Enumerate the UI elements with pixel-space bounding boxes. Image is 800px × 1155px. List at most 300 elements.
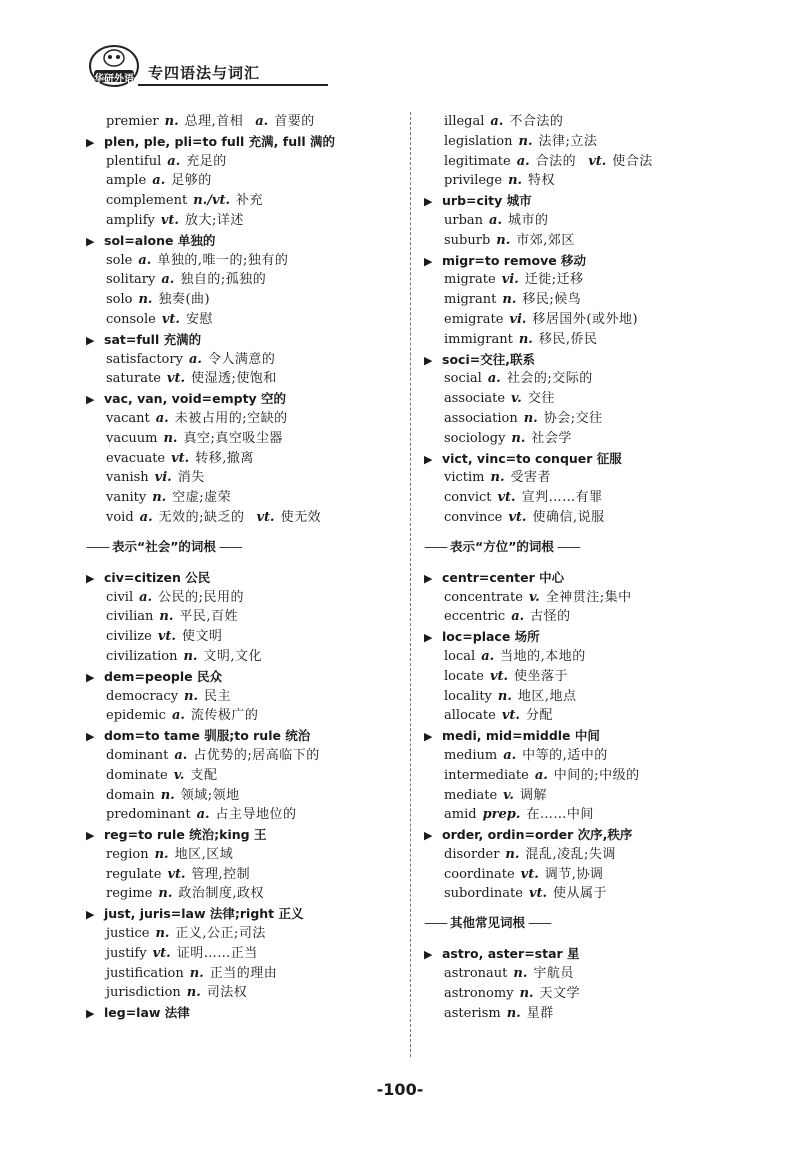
vocab-word: premier [106,114,159,129]
part-of-speech: n. [155,926,170,942]
definition: 受害者 [510,470,551,486]
section-rule-left: —— [424,915,450,931]
vocab-entry [424,667,724,687]
definition-2: 使无效 [280,509,322,525]
part-of-speech: a. [161,272,175,288]
word-root-heading [424,568,724,588]
vocab-entry [86,468,386,488]
triangle-bullet-icon: ▶ [86,829,95,843]
part-of-speech: vt. [497,490,516,506]
vocab-word: region [106,846,149,862]
word-root-heading [86,667,386,687]
triangle-bullet-icon: ▶ [86,908,95,922]
vocab-entry [86,310,386,330]
triangle-bullet-icon: ▶ [86,333,95,347]
vocab-word: vacuum [106,430,158,446]
vocab-entry [424,270,724,290]
word-root-heading [86,1003,386,1023]
definition: 使从属于 [553,886,608,902]
triangle-bullet-icon: ▶ [424,631,433,645]
vocab-word: complement [106,193,188,209]
vocab-word: saturate [106,371,161,387]
vocab-word: sole [106,252,133,268]
vocab-entry [86,845,386,865]
vocab-entry [86,924,386,944]
part-of-speech: vt. [160,212,179,228]
part-of-speech: n. [513,966,528,982]
definition: 管理,控制 [191,866,251,882]
part-of-speech: vt. [171,450,190,466]
definition: 真空;真空吸尘器 [183,430,283,446]
vocab-entry [424,369,724,389]
definition: 正当的理由 [209,965,278,981]
vocab-entry [424,310,724,330]
vocab-entry [86,786,386,806]
definition: 公民的;民用的 [158,589,244,605]
definition-2: 使合法 [612,153,653,169]
root-text: astro, aster=star 星 [442,946,580,962]
vocab-entry [86,766,386,786]
section-title: 表示“方位”的词根 [449,538,554,554]
vocab-entry [424,964,724,984]
part-of-speech: a. [171,708,185,724]
definition: 无效的;缺乏的 [158,509,245,525]
page-header [88,40,288,92]
triangle-bullet-icon: ▶ [424,195,433,209]
vocab-word: justify [106,945,147,961]
vocab-word: vanish [106,470,149,486]
vocab-word: illegal [444,114,485,129]
definition: 天文学 [539,985,581,1001]
vocab-word: coordinate [444,866,515,882]
part-of-speech: a. [516,153,530,169]
word-root-heading [86,825,386,845]
definition: 星群 [526,1005,554,1021]
vocab-word: convict [444,490,492,506]
part-of-speech: n. [505,846,520,862]
vocab-entry [86,607,386,627]
vocab-entry [86,706,386,726]
definition: 支配 [190,767,218,783]
right-column [424,112,724,1023]
part-of-speech: vt. [501,708,520,724]
part-of-speech: n. [508,173,523,189]
word-root-heading [424,449,724,469]
section-rule-right: —— [215,538,242,554]
triangle-bullet-icon: ▶ [424,353,433,367]
part-of-speech: n. [184,688,199,704]
vocab-word: civilization [106,648,178,664]
word-root-heading [86,330,386,350]
vocab-word: local [444,648,476,664]
definition: 在……中间 [526,807,594,823]
vocab-word: justification [106,965,184,981]
definition: 转移,撤离 [195,450,254,466]
vocab-entry [424,171,724,191]
vocab-word: legislation [444,133,513,149]
vocab-word: sociology [444,430,506,446]
part-of-speech: a. [196,807,210,823]
vocab-word: legitimate [444,153,511,169]
word-root-heading [424,627,724,647]
part-of-speech: vi. [154,470,172,486]
header-rule [138,84,328,86]
vocab-word: astronomy [444,985,514,1001]
word-root-heading [86,132,386,152]
vocab-entry [424,152,724,172]
vocab-entry [86,112,386,132]
part-of-speech: n. [523,410,538,426]
section-title: 表示“社会”的词根 [111,538,216,554]
triangle-bullet-icon: ▶ [86,393,95,407]
part-of-speech: v. [511,391,522,407]
vocab-word: void [106,509,134,525]
vocab-entry [86,865,386,885]
triangle-bullet-icon: ▶ [424,571,433,585]
vocab-word: locate [444,668,484,684]
vocab-entry [424,766,724,786]
part-of-speech: n. [152,490,167,506]
part-of-speech: n. [160,787,175,803]
definition: 充足的 [186,153,227,169]
vocab-word: concentrate [444,589,523,605]
definition: 独自的;孤独的 [180,272,267,288]
part-of-speech-2: vt. [256,509,275,525]
definition: 正义,公正;司法 [175,926,266,942]
part-of-speech: v. [528,589,540,605]
section-rule-left: —— [86,538,112,554]
word-root-heading [86,568,386,588]
word-root-heading [424,944,724,964]
vocab-word: dominant [106,747,169,763]
vocab-word: jurisdiction [106,985,181,1001]
vocab-word: allocate [444,708,496,724]
section-title: 其他常见词根 [449,915,525,931]
root-text: vict, vinc=to conquer 征服 [442,450,622,466]
definition: 城市的 [508,212,549,228]
definition: 宇航员 [533,966,574,982]
definition: 使确信,说服 [532,509,605,525]
definition: 特权 [528,173,556,189]
definition: 放大;详述 [184,212,244,228]
part-of-speech: vt. [508,509,527,525]
vocab-entry [86,647,386,667]
part-of-speech: vt. [166,371,185,387]
triangle-bullet-icon: ▶ [424,948,433,962]
part-of-speech: vt. [167,866,186,882]
definition: 移居国外(或外地) [532,311,639,327]
part-of-speech: n. [518,133,533,149]
vocab-entry [424,468,724,488]
definition: 单独的,唯一的;独有的 [157,252,289,268]
definition: 交往 [527,391,555,407]
vocab-entry [424,607,724,627]
definition: 调节,协调 [544,866,604,882]
vocab-word: justice [106,926,150,942]
vocab-entry [424,389,724,409]
part-of-speech: n. [511,430,526,446]
vocab-entry [424,588,724,608]
part-of-speech: n. [519,985,534,1001]
part-of-speech: a. [489,212,502,228]
definition: 使文明 [181,629,223,645]
definition: 独奏(曲) [158,292,211,308]
part-of-speech: n. [183,648,198,664]
section-rule-right: —— [525,915,551,931]
vocab-entry [424,687,724,707]
word-root-heading [424,726,724,746]
vocab-entry [424,1004,724,1024]
vocab-entry [424,786,724,806]
part-of-speech-2: vt. [588,153,607,169]
vocab-word: solitary [106,272,156,288]
section-heading [424,912,724,934]
vocab-word: predominant [106,807,191,823]
vocab-entry [424,330,724,350]
word-root-heading [424,825,724,845]
vocab-entry [86,369,386,389]
root-text: leg=law 法律 [104,1005,190,1021]
root-text: medi, mid=middle 中间 [442,728,600,744]
root-text: plen, ple, pli=to full 充满, full 满的 [104,133,336,149]
root-text: centr=center 中心 [442,569,565,585]
vocab-entry [86,488,386,508]
section-heading [86,536,386,558]
triangle-bullet-icon: ▶ [424,452,433,466]
vocab-entry [424,231,724,251]
definition-2: 首要的 [274,114,315,129]
vocab-word: ample [106,173,147,189]
vocab-word: subordinate [444,886,523,902]
definition: 宣判……有罪 [521,490,603,506]
root-text: dem=people 民众 [104,668,222,684]
definition: 协会;交往 [543,410,603,426]
definition: 领域;领地 [180,787,240,803]
book-title: 专四语法与词汇 [148,64,261,82]
definition: 使坐落于 [514,668,569,684]
section-heading [424,536,724,558]
word-root-heading [424,191,724,211]
part-of-speech: vt. [528,886,548,902]
definition: 政治制度,政权 [178,886,265,902]
part-of-speech: n. [138,292,153,308]
part-of-speech: a. [511,609,525,625]
part-of-speech: n. [189,965,204,981]
part-of-speech: vt. [152,945,171,961]
root-text: vac, van, void=empty 空的 [104,391,287,407]
vocab-word: associate [444,391,506,407]
word-root-heading [424,251,724,271]
vocab-entry [424,132,724,152]
triangle-bullet-icon: ▶ [424,829,433,843]
definition: 司法权 [206,985,248,1001]
triangle-bullet-icon: ▶ [424,254,433,268]
root-text: order, ordin=order 次序,秩序 [442,827,633,843]
definition: 古怪的 [530,609,571,625]
part-of-speech: a. [174,747,188,763]
definition: 社会学 [531,430,572,446]
vocab-entry [86,211,386,231]
vocab-entry [86,508,386,528]
vocab-word: locality [444,688,492,704]
part-of-speech: a. [155,410,169,426]
vocab-entry [424,845,724,865]
vocab-entry [86,746,386,766]
vocab-entry [424,706,724,726]
vocab-entry [424,211,724,231]
vocab-entry [424,290,724,310]
definition: 平民,百姓 [179,609,239,625]
part-of-speech: a. [188,351,202,367]
root-text: soci=交往,联系 [442,351,535,367]
root-text: reg=to rule 统治;king 王 [104,827,267,843]
vocab-word: civil [106,589,134,605]
part-of-speech: n. [158,886,173,902]
definition: 调解 [519,787,547,803]
definition: 市郊,郊区 [516,232,575,248]
definition: 合法的 [535,153,577,169]
part-of-speech: vt. [520,866,539,882]
vocab-entry [86,687,386,707]
definition: 移民,侨民 [538,331,598,347]
vocab-entry [86,805,386,825]
part-of-speech: a. [503,747,517,763]
part-of-speech: n. [159,609,174,625]
vocab-entry [86,884,386,904]
triangle-bullet-icon: ▶ [86,135,95,149]
definition: 混乱,凌乱;失调 [525,846,616,862]
definition: 社会的;交际的 [506,371,593,387]
vocab-word: emigrate [444,311,504,327]
vocab-word: plentiful [106,153,162,169]
definition: 安慰 [185,311,213,327]
definition: 分配 [525,708,553,724]
vocab-entry [86,409,386,429]
vocab-entry [424,508,724,528]
vocab-word: console [106,311,156,327]
part-of-speech-2: a. [255,114,269,129]
vocab-word: astronaut [444,966,508,982]
part-of-speech: n. [154,846,169,862]
logo-text: 华研外语 [94,74,134,85]
definition: 流传极广的 [190,708,259,724]
part-of-speech: n. [497,688,512,704]
root-text: urb=city 城市 [442,193,532,209]
vocab-word: social [444,371,482,387]
part-of-speech: vt. [161,311,180,327]
definition: 占优势的;居高临下的 [193,747,320,763]
vocab-entry [424,984,724,1004]
vocab-word: mediate [444,787,498,803]
definition: 中等的,适中的 [522,747,608,763]
vocab-entry [424,429,724,449]
word-root-heading [86,231,386,251]
vocab-word: domain [106,787,155,803]
part-of-speech: n. [518,331,533,347]
vocab-entry [424,112,724,132]
section-rule-right: —— [553,538,580,554]
word-root-heading [424,350,724,370]
vocab-entry [86,290,386,310]
vocab-entry [424,865,724,885]
vocab-entry [86,627,386,647]
vocab-word: intermediate [444,767,529,783]
definition: 当地的,本地的 [500,648,586,664]
vocab-word: suburb [444,232,491,248]
part-of-speech: vi. [509,311,527,327]
triangle-bullet-icon: ▶ [86,730,95,744]
vocab-entry [424,884,724,904]
vocab-entry [86,152,386,172]
part-of-speech: n. [186,985,201,1001]
vocab-word: migrate [444,272,496,288]
part-of-speech: vt. [489,668,509,684]
vocab-word: asterism [444,1005,501,1021]
vocab-word: disorder [444,846,500,862]
vocab-word: migrant [444,292,497,308]
part-of-speech: a. [152,173,166,189]
vocab-entry [86,964,386,984]
vocab-entry [424,647,724,667]
vocab-entry [424,805,724,825]
root-text: migr=to remove 移动 [442,252,587,268]
word-root-heading [86,904,386,924]
vocab-entry [424,746,724,766]
vocab-word: association [444,410,518,426]
vocab-word: dominate [106,767,168,783]
vocab-word: civilize [106,629,152,645]
vocab-word: medium [444,747,498,763]
definition: 证明……正当 [176,945,258,961]
vocab-entry [86,449,386,469]
vocab-entry [86,429,386,449]
vocab-entry [424,488,724,508]
vocab-word: civilian [106,609,154,625]
root-text: sat=full 充满的 [104,331,202,347]
word-root-heading [86,389,386,409]
vocab-word: democracy [106,688,179,704]
vocab-entry [86,983,386,1003]
triangle-bullet-icon: ▶ [86,670,95,684]
vocab-word: vanity [106,490,147,506]
part-of-speech: n. [496,232,511,248]
word-root-heading [86,726,386,746]
part-of-speech: n. [506,1005,521,1021]
part-of-speech: a. [167,153,181,169]
part-of-speech: a. [534,767,548,783]
triangle-bullet-icon: ▶ [86,571,95,585]
vocab-word: solo [106,292,133,308]
vocab-word: privilege [444,173,503,189]
definition: 法律;立法 [538,133,598,149]
vocab-entry [86,588,386,608]
vocab-word: urban [444,212,484,228]
vocab-word: satisfactory [106,351,183,367]
root-text: civ=citizen 公民 [104,569,211,585]
part-of-speech: v. [503,787,514,803]
vocab-word: vacant [106,410,150,426]
part-of-speech: a. [139,509,153,525]
page-number: -100- [376,1080,424,1099]
vocab-word: regulate [106,866,162,882]
definition: 中间的;中级的 [553,767,640,783]
vocab-entry [86,251,386,271]
part-of-speech: a. [481,648,495,664]
part-of-speech: vi. [501,272,519,288]
part-of-speech: n. [490,470,505,486]
definition: 使湿透;使饱和 [191,371,277,387]
vocab-word: epidemic [106,708,166,724]
